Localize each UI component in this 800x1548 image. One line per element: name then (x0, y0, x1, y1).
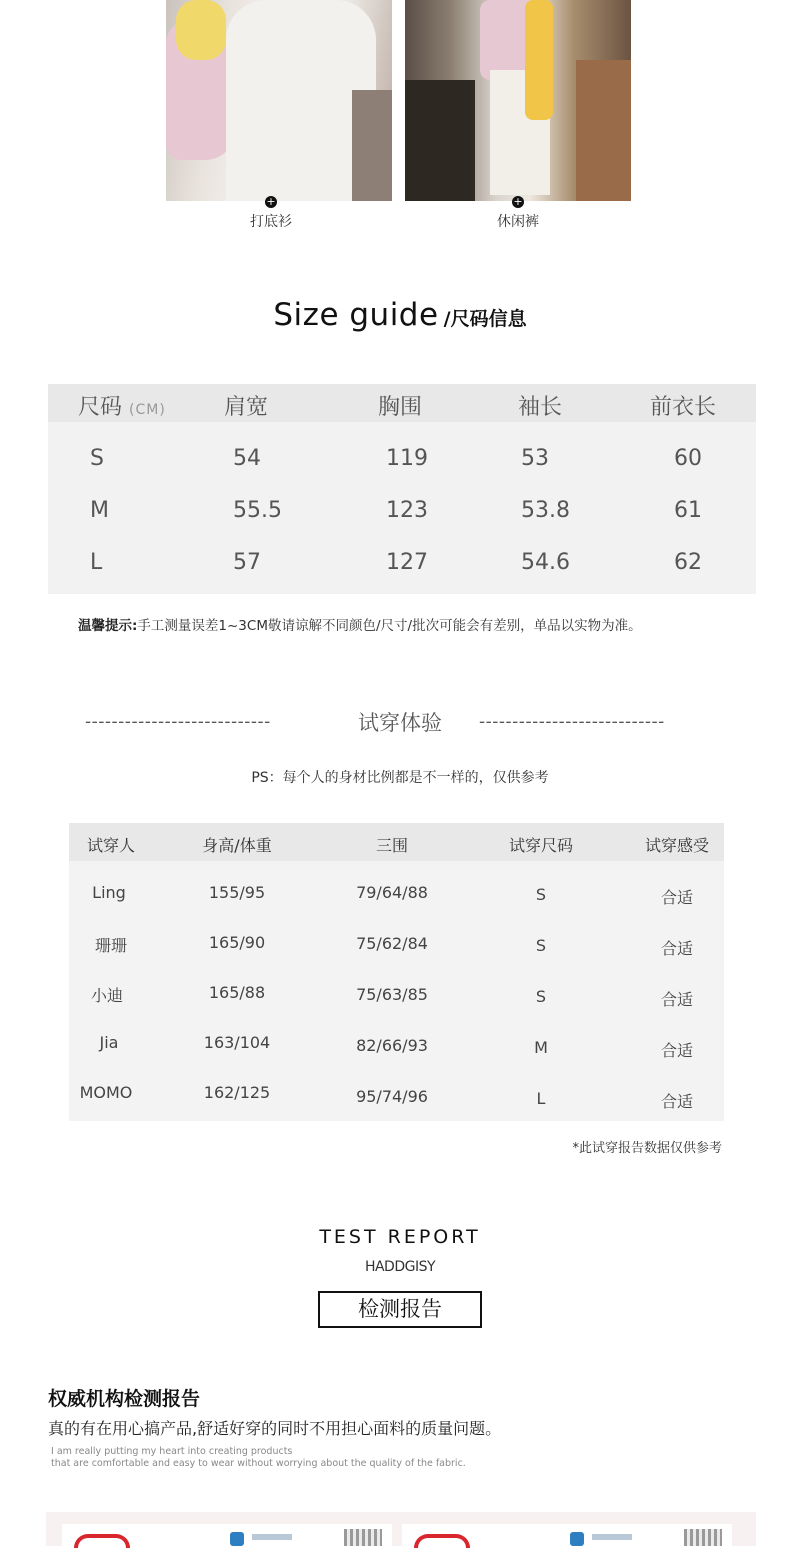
size-cell: 54.6 (521, 550, 570, 575)
try-header-measurements: 三围 (375, 836, 409, 855)
certificate-preview-strip (46, 1512, 756, 1546)
try-cell: 95/74/96 (356, 1087, 428, 1106)
qr-code-icon (344, 1529, 382, 1546)
try-on-note: *此试穿报告数据仅供参考 (572, 1141, 722, 1156)
try-cell: S (535, 885, 547, 904)
size-cell: 119 (386, 446, 428, 471)
size-header-unit: (CM) (129, 402, 166, 418)
size-cell: 127 (386, 550, 428, 575)
try-cell: 合适 (660, 939, 694, 958)
size-cell: L (90, 550, 103, 575)
authority-report-en: I am really putting my heart into creating products that are comfortable and easy to wear without worrying about the quality of the fabric. (51, 1446, 466, 1469)
size-cell: M (90, 498, 109, 523)
try-on-title: 试穿体验 (358, 711, 442, 735)
try-on-ps: PS：每个人的身材比例都是不一样的，仅供参考 (251, 770, 549, 786)
try-cell: S (535, 987, 547, 1006)
try-cell: MOMO (79, 1083, 133, 1102)
try-header-feel: 试穿感受 (644, 836, 710, 855)
size-header-size: 尺码 (CM) (78, 395, 166, 420)
plus-icon[interactable]: + (266, 195, 276, 208)
brand-name: HADDGISY (364, 1259, 436, 1275)
size-header-sleeve: 袖长 (518, 395, 563, 420)
try-cell: 82/66/93 (356, 1036, 428, 1055)
qr-code-icon (684, 1529, 722, 1546)
try-cell: 合适 (660, 1092, 694, 1111)
try-on-table (69, 823, 724, 1121)
try-cell: 165/88 (208, 983, 266, 1002)
try-cell: 162/125 (203, 1083, 271, 1102)
size-cell: 53 (521, 446, 549, 471)
divider-left: ---------------------------- (85, 712, 271, 732)
size-header-chest: 胸围 (378, 395, 423, 420)
try-cell: 79/64/88 (356, 883, 428, 902)
try-cell: Jia (99, 1033, 119, 1052)
try-cell: 75/63/85 (356, 985, 428, 1004)
certificate-mark-icon (230, 1532, 244, 1546)
size-cell: 55.5 (233, 498, 282, 523)
try-header-person: 试穿人 (86, 836, 136, 855)
try-cell: M (534, 1038, 548, 1057)
try-cell: Ling (92, 883, 126, 902)
try-cell: L (536, 1089, 546, 1108)
try-cell: 合适 (660, 888, 694, 907)
size-header-length: 前衣长 (650, 395, 717, 420)
size-cell: 62 (674, 550, 702, 575)
test-report-title: TEST REPORT (319, 1226, 481, 1248)
product-label[interactable]: 休闲裤 (497, 214, 539, 230)
certificate-text-icon (252, 1534, 292, 1540)
certificate-mark-icon (570, 1532, 584, 1546)
measurement-tip (78, 614, 642, 634)
try-cell: 75/62/84 (356, 934, 428, 953)
try-cell: 165/90 (208, 933, 266, 952)
size-cell: 57 (233, 550, 261, 575)
certificate-text-icon (592, 1534, 632, 1540)
size-cell: 54 (233, 446, 261, 471)
try-cell: 珊珊 (94, 936, 128, 955)
size-cell: 53.8 (521, 498, 570, 523)
product-photo-top[interactable] (166, 0, 392, 201)
authority-report-title: 权威机构检测报告 (48, 1388, 201, 1410)
size-cell: 123 (386, 498, 428, 523)
size-cell: S (90, 446, 104, 471)
try-cell: 155/95 (208, 883, 266, 902)
try-header-size: 试穿尺码 (508, 836, 574, 855)
size-cell: 61 (674, 498, 702, 523)
size-guide-title-zh: /尺码信息 (443, 308, 527, 330)
tip-text: 手工测量误差1~3CM敬请谅解不同颜色/尺寸/批次可能会有差别，单品以实物为准。 (137, 618, 642, 634)
authority-report-desc: 真的有在用心搞产品,舒适好穿的同时不用担心面料的质量问题。 (48, 1419, 502, 1438)
size-table (48, 384, 756, 594)
try-cell: 163/104 (203, 1033, 271, 1052)
size-cell: 60 (674, 446, 702, 471)
try-cell: 合适 (660, 1041, 694, 1060)
try-cell: 小迪 (90, 986, 124, 1005)
size-guide-title (0, 297, 800, 333)
try-header-height-weight: 身高/体重 (202, 836, 272, 855)
size-header-shoulder: 肩宽 (224, 395, 269, 420)
certificate-thumbnail[interactable] (402, 1524, 732, 1546)
tip-label: 温馨提示: (78, 618, 138, 634)
try-cell: 合适 (660, 990, 694, 1009)
product-label[interactable]: 打底衫 (250, 214, 292, 230)
divider-right: ---------------------------- (479, 712, 665, 732)
certificate-thumbnail[interactable] (62, 1524, 392, 1546)
test-report-button[interactable]: 检测报告 (318, 1291, 482, 1328)
size-guide-title-en: Size guide (273, 297, 439, 333)
try-cell: S (535, 936, 547, 955)
plus-icon[interactable]: + (513, 195, 523, 208)
product-photo-pants[interactable] (405, 0, 631, 201)
